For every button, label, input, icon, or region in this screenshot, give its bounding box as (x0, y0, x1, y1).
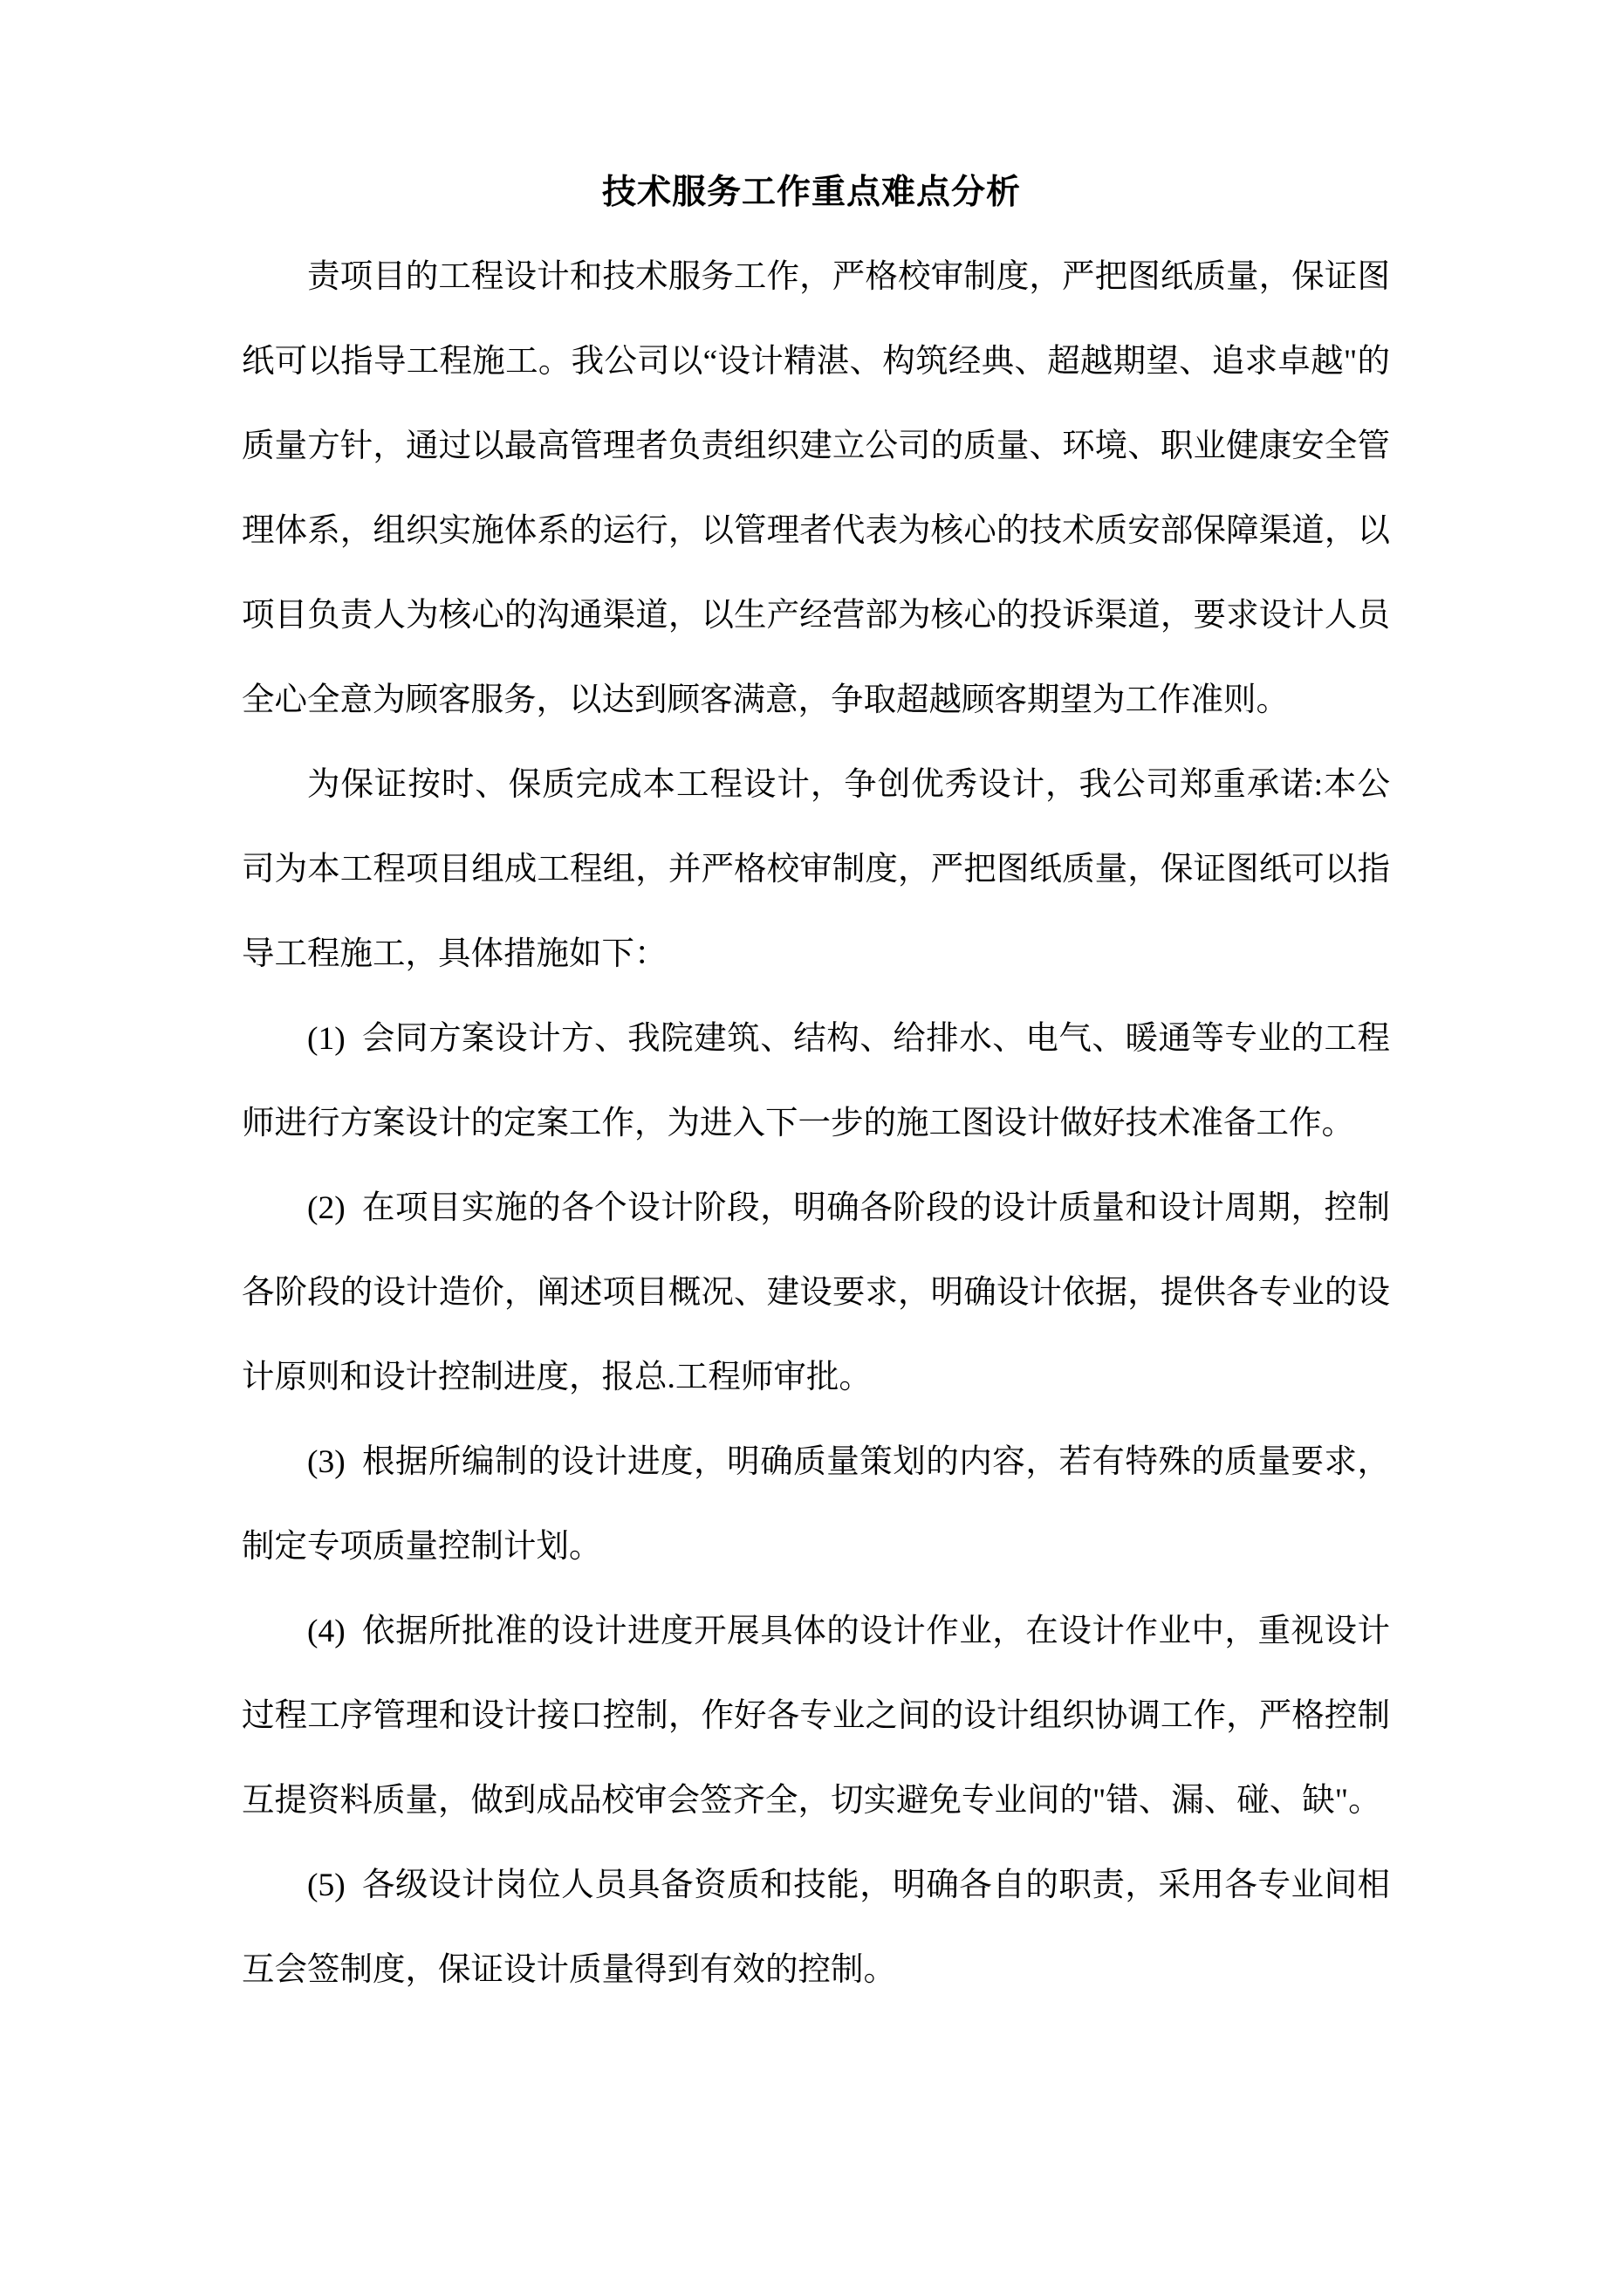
paragraph-3: (1) 会同方案设计方、我院建筑、结构、给排水、电气、暖通等专业的工程师进行方案设计的定案工作，为进入下一步的施工图设计做好技术准备工作。 (242, 1021, 1390, 1141)
paragraph-1: 责项目的工程设计和技术服务工作，严格校审制度，严把图纸质量，保证图纸可以指导工程施工。我公司以“设计精湛、构筑经典、超越期望、追求卓越"的质量方针，通过以最高管理者负责组织建立公司的质量、环境、职业健康安全管理体系，组织实施体系的运行，以管理者代表为核心的技术质安部保障渠道，以项目负责人为核心的沟通渠道，以生产经营部为核心的投诉渠道，要求设计人员全心全意为顾客服务，以达到顾客满意，争取超越顾客期望为工作准则。 (242, 259, 1390, 718)
paragraph-6: (4) 依据所批准的设计进度开展具体的设计作业，在设计作业中，重视设计过程工序管理和设计接口控制，作好各专业之间的设计组织协调工作，严格控制互提资料质量，做到成品校审会签齐全，切实避免专业间的"错、漏、碰、缺"。 (242, 1614, 1390, 1819)
paragraph-5: (3) 根据所编制的设计进度，明确质量策划的内容，若有特殊的质量要求，制定专项质量控制计划。 (242, 1444, 1390, 1565)
document-body (242, 235, 1390, 2012)
paragraph-7: (5) 各级设计岗位人员具备资质和技能，明确各自的职责，采用各专业间相互会签制度，保证设计质量得到有效的控制。 (242, 1868, 1390, 1988)
paragraph-4: (2) 在项目实施的各个设计阶段，明确各阶段的设计质量和设计周期，控制各阶段的设计造价，阐述项目概况、建设要求，明确设计依据，提供各专业的设计原则和设计控制进度，报总.工程师审批。 (242, 1190, 1390, 1395)
document-title: 技术服务工作重点难点分析 (601, 174, 1021, 211)
paragraph-2: 为保证按时、保质完成本工程设计，争创优秀设计，我公司郑重承诺:本公司为本工程项目组成工程组，并严格校审制度，严把图纸质量，保证图纸可以指导工程施工，具体措施如下： (242, 767, 1390, 972)
